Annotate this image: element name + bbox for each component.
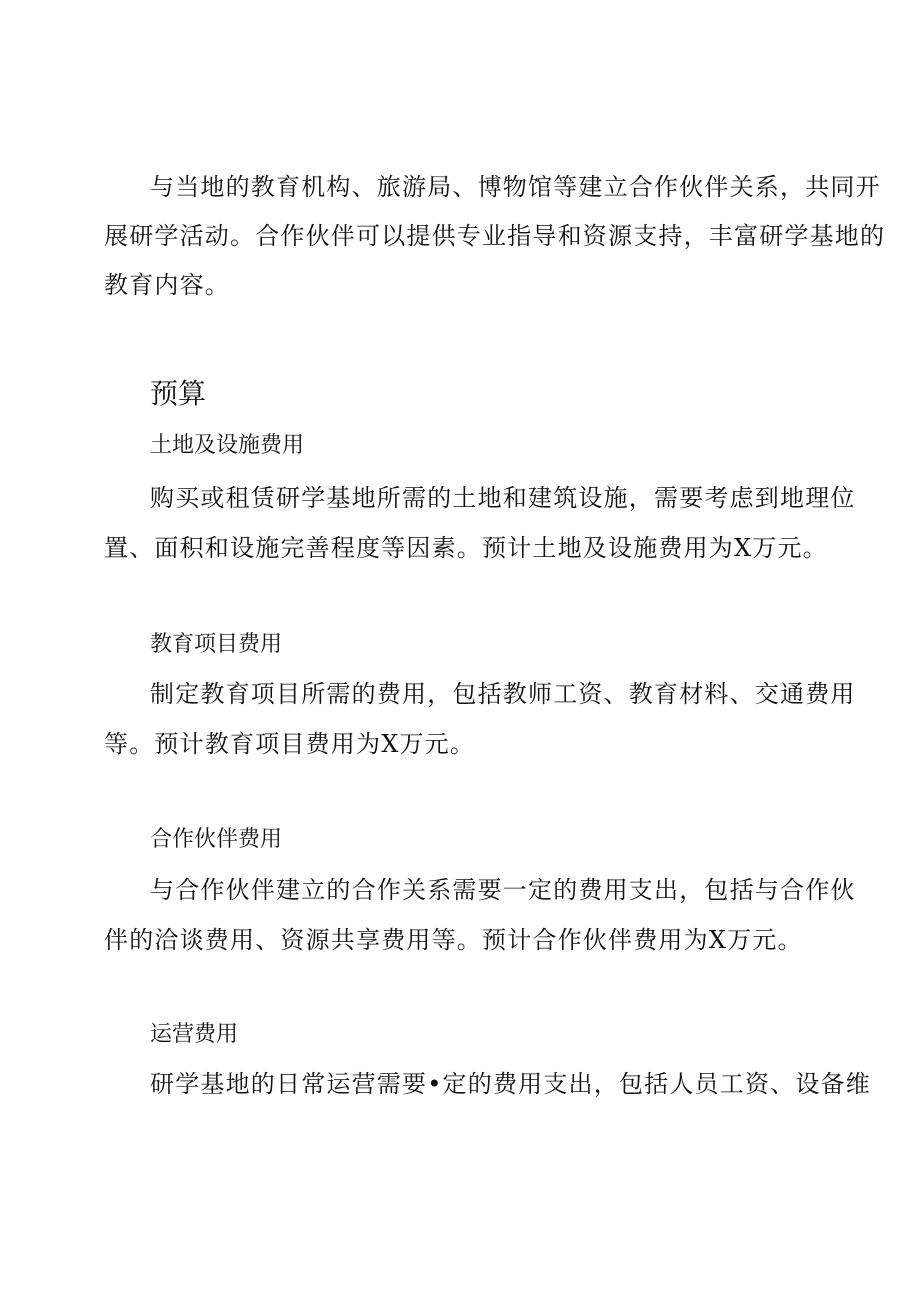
section-land-title: 土地及设施费用 bbox=[150, 433, 305, 458]
section-land-line-1: 购买或租赁研学基地所需的土地和建筑设施，需要考虑到地理位 bbox=[150, 484, 856, 512]
section-partner-line-1: 与合作伙伴建立的合作关系需要一定的费用支出，包括与合作伙 bbox=[150, 876, 856, 904]
intro-paragraph-line-1: 与当地的教育机构、旅游局、博物馆等建立合作伙伴关系，共同开 bbox=[150, 173, 881, 201]
section-operation-line-1: 研学基地的日常运营需要•定的费用支出，包括人员工资、设备维 bbox=[150, 1070, 871, 1098]
section-education-line-2: 等。预计教育项目费用为X万元。 bbox=[104, 730, 476, 758]
section-land-line-2: 置、面积和设施完善程度等因素。预计土地及设施费用为X万元。 bbox=[104, 534, 828, 562]
intro-paragraph-line-2: 展研学活动。合作伙伴可以提供专业指导和资源支持，丰富研学基地的 bbox=[104, 222, 886, 250]
budget-title: 预算 bbox=[150, 377, 207, 410]
section-partner-line-2: 伴的洽谈费用、资源共享费用等。预计合作伙伴费用为X万元。 bbox=[104, 926, 803, 954]
section-operation-title: 运营费用 bbox=[150, 1022, 239, 1047]
intro-paragraph-line-3: 教育内容。 bbox=[104, 271, 230, 299]
section-education-line-1: 制定教育项目所需的费用，包括教师工资、教育材料、交通费用 bbox=[150, 680, 856, 708]
section-partner-title: 合作伙伴费用 bbox=[150, 827, 283, 852]
section-education-title: 教育项目费用 bbox=[150, 632, 283, 657]
